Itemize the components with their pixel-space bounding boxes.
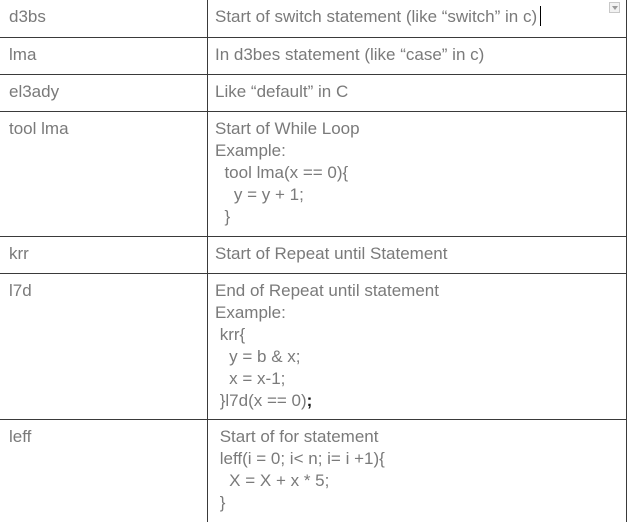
dropdown-arrow-icon[interactable] bbox=[609, 2, 620, 13]
table-row bbox=[0, 74, 627, 111]
code-line: y = b & x; bbox=[215, 346, 301, 366]
code-line bbox=[215, 390, 618, 412]
code-line: leff(i = 0; i< n; i= i +1){ bbox=[215, 448, 385, 468]
description-line: Start of for statement bbox=[215, 426, 379, 446]
code-line: tool lma(x == 0){ bbox=[215, 162, 349, 182]
description-cell[interactable] bbox=[208, 273, 627, 419]
table-row bbox=[0, 0, 627, 37]
description-cell[interactable] bbox=[208, 111, 627, 236]
keyword-cell[interactable]: el3ady bbox=[0, 74, 208, 111]
code-line: krr{ bbox=[215, 324, 246, 344]
description-cell[interactable] bbox=[208, 419, 627, 522]
description-cell[interactable] bbox=[208, 37, 627, 74]
example-label: Example: bbox=[215, 302, 286, 322]
code-line: y = y + 1; bbox=[215, 184, 304, 204]
table-row bbox=[0, 111, 627, 236]
code-line-text: }l7d(x == 0) bbox=[215, 390, 307, 410]
keyword-cell[interactable]: tool lma bbox=[0, 111, 208, 236]
table-row bbox=[0, 236, 627, 273]
description-line: Start of switch statement (like “switch” in c) bbox=[215, 7, 538, 26]
keyword-cell[interactable]: lma bbox=[0, 37, 208, 74]
table-row bbox=[0, 419, 627, 522]
code-line: x = x-1; bbox=[215, 368, 286, 388]
keyword-cell[interactable]: d3bs bbox=[0, 0, 208, 37]
description-line: Start of While Loop bbox=[215, 118, 360, 138]
description-line: In d3bes statement (like “case” in c) bbox=[215, 44, 485, 64]
keyword-cell[interactable]: l7d bbox=[0, 273, 208, 419]
description-cell[interactable] bbox=[208, 74, 627, 111]
description-cell[interactable] bbox=[208, 0, 627, 37]
keyword-cell[interactable]: leff bbox=[0, 419, 208, 522]
keyword-cell[interactable]: krr bbox=[0, 236, 208, 273]
code-line: } bbox=[215, 492, 226, 512]
description-line: End of Repeat until statement bbox=[215, 280, 439, 300]
table-row bbox=[0, 37, 627, 74]
example-label: Example: bbox=[215, 140, 286, 160]
text-cursor bbox=[540, 6, 541, 26]
description-line: Start of Repeat until Statement bbox=[215, 243, 448, 263]
description-cell[interactable] bbox=[208, 236, 627, 273]
semicolon-text: ; bbox=[306, 390, 313, 410]
code-line: X = X + x * 5; bbox=[215, 470, 330, 490]
description-line: Like “default” in C bbox=[215, 81, 349, 101]
code-line: } bbox=[215, 206, 231, 226]
table-row bbox=[0, 273, 627, 419]
